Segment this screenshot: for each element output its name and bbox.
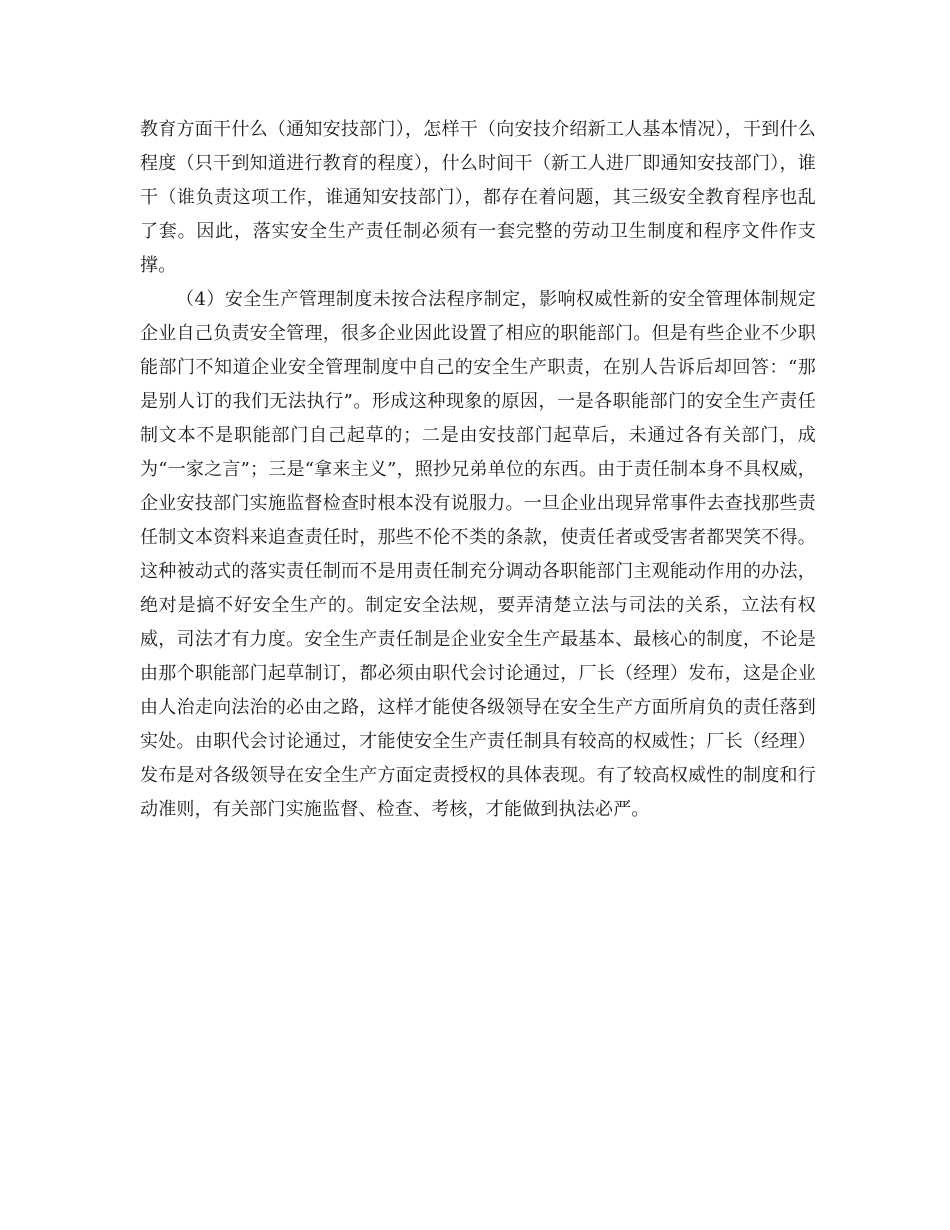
document-body (140, 113, 816, 827)
paragraph-item-4: （4）安全生产管理制度未按合法程序制定，影响权威性新的安全管理体制规定企业自己负责安全管理，很多企业因此设置了相应的职能部门。但是有些企业不少职能部门不知道企业安全管理制度中自己的安全生产职责，在别人告诉后却回答：“那是别人订的我们无法执行”。形成这种现象的原因，一是各职能部门的安全生产责任制文本不是职能部门自己起草的；二是由安技部门起草后，未通过各有关部门，成为“一家之言”；三是“拿来主义”，照抄兄弟单位的东西。由于责任制本身不具权威，企业安技部门实施监督检查时根本没有说服力。一旦企业出现异常事件去查找那些责任制文本资料来追查责任时，那些不伦不类的条款，使责任者或受害者都哭笑不得。这种被动式的落实责任制而不是用责任制充分调动各职能部门主观能动作用的办法，绝对是搞不好安全生产的。制定安全法规，要弄清楚立法与司法的关系，立法有权威，司法才有力度。安全生产责任制是企业安全生产最基本、最核心的制度，不论是由那个职能部门起草制订，都必须由职代会讨论通过，厂长（经理）发布，这是企业由人治走向法治的必由之路，这样才能使各级领导在安全生产方面所肩负的责任落到实处。由职代会讨论通过，才能使安全生产责任制具有较高的权威性；厂长（经理）发布是对各级领导在安全生产方面定责授权的具体表现。有了较高权威性的制度和行动准则，有关部门实施监督、检查、考核，才能做到执法必严。 (140, 289, 816, 820)
paragraph-continuation: 教育方面干什么（通知安技部门），怎样干（向安技介绍新工人基本情况），干到什么程度（只干到知道进行教育的程度），什么时间干（新工人进厂即通知安技部门），谁干（谁负责这项工作，谁通知安技部门），都存在着问题，其三级安全教育程序也乱了套。因此，落实安全生产责任制必须有一套完整的劳动卫生制度和程序文件作支撑。 (140, 119, 816, 276)
